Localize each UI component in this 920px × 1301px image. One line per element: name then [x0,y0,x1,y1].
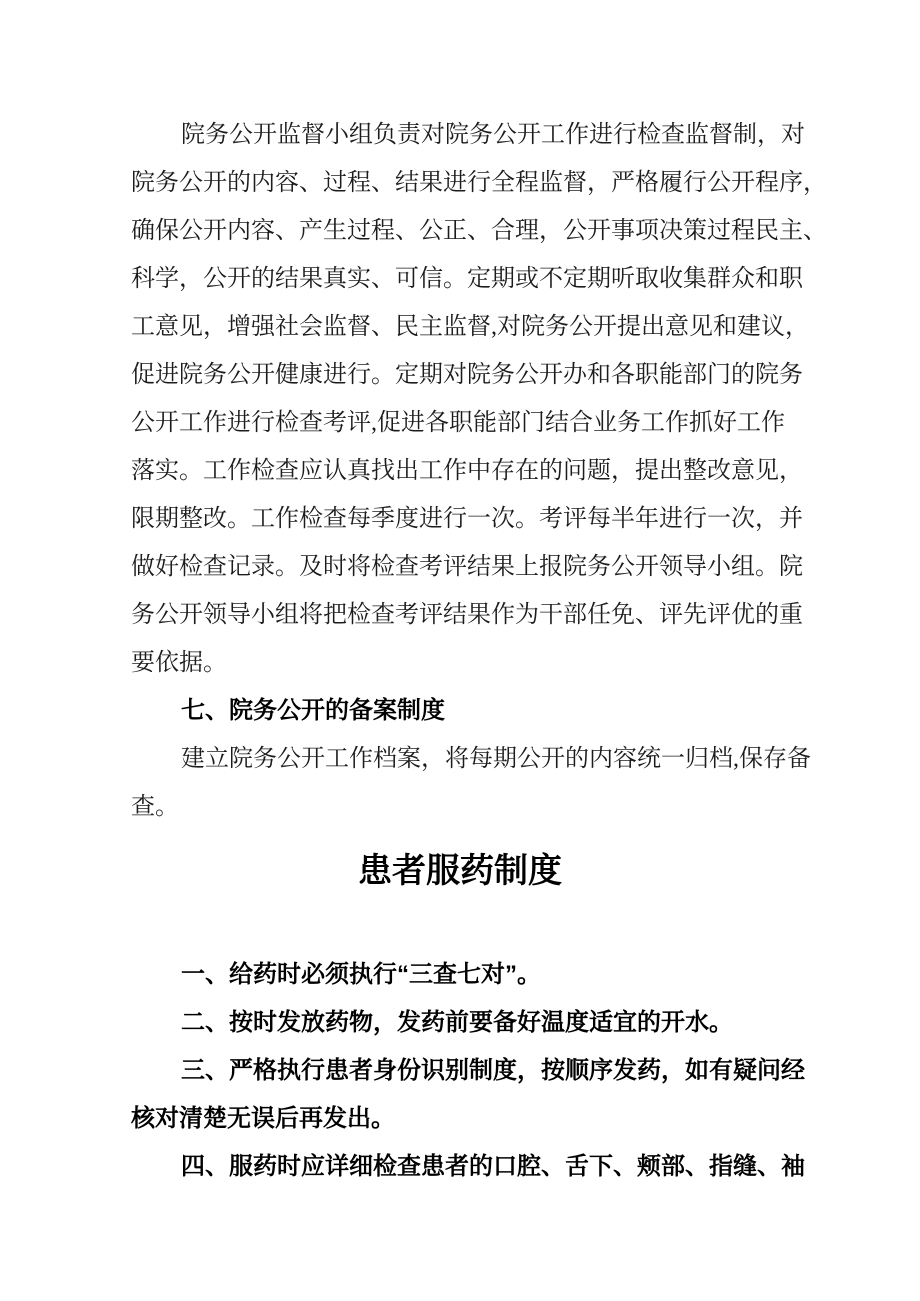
body-line: 建立院务公开工作档案，将每期公开的内容统一归档,保存备 [181,746,811,772]
body-line: 务公开领导小组将把检查考评结果作为干部任免、评先评优的重 [131,602,803,628]
body-line: 限期整改。工作检查每季度进行一次。考评每半年进行一次，并 [131,506,803,532]
body-line: 科学，公开的结果真实、可信。定期或不定期听取收集群众和职 [131,266,803,292]
body-line: 确保公开内容、产生过程、公正、合理，公开事项决策过程民主、 [131,218,827,244]
list-item-continuation: 核对清楚无误后再发出。 [131,1105,395,1132]
list-item: 一、给药时必须执行“三查七对”。 [181,961,541,988]
body-line: 做好检查记录。及时将检查考评结果上报院务公开领导小组。院 [131,554,803,580]
document-content [131,111,827,1191]
body-line: 院务公开监督小组负责对院务公开工作进行检查监督制，对 [181,122,805,148]
list-item: 三、严格执行患者身份识别制度，按顺序发药，如有疑问经 [181,1057,805,1084]
body-line: 落实。工作检查应认真找出工作中存在的问题，提出整改意见， [131,458,803,484]
body-line: 查。 [131,794,179,820]
body-line: 工意见，增强社会监督、民主监督,对院务公开提出意见和建议， [131,314,809,340]
page-title: 患者服药制度 [358,852,562,890]
body-line: 促进院务公开健康进行。定期对院务公开办和各职能部门的院务 [131,362,803,388]
body-line: 要依据。 [131,650,227,676]
list-item: 四、服药时应详细检查患者的口腔、舌下、颊部、指缝、袖 [181,1153,805,1180]
list-item: 二、按时发放药物，发药前要备好温度适宜的开水。 [181,1009,733,1036]
section-heading: 七、院务公开的备案制度 [181,697,445,724]
body-line: 院务公开的内容、过程、结果进行全程监督，严格履行公开程序， [131,170,827,196]
body-line: 公开工作进行检查考评,促进各职能部门结合业务工作抓好工作 [131,410,785,436]
